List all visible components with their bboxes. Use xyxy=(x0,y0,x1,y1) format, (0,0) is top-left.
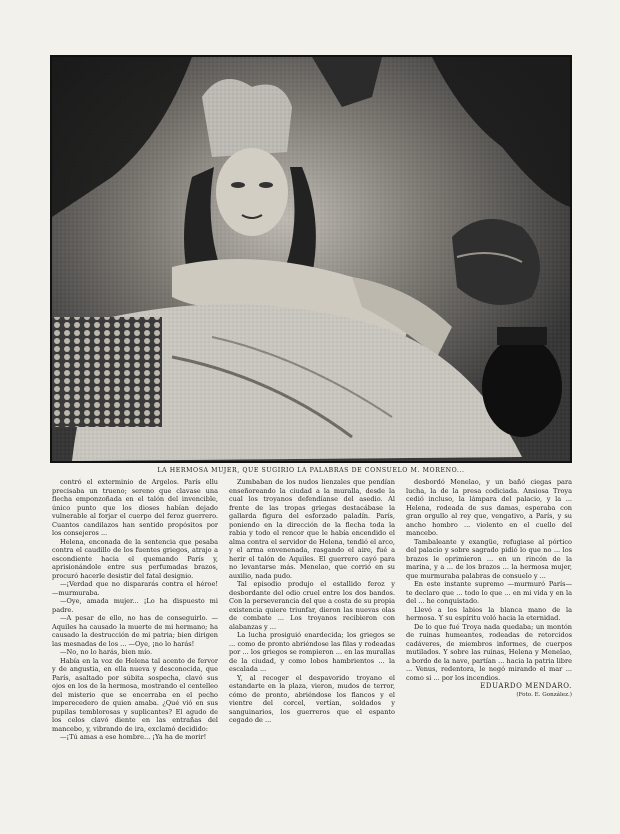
paragraph: —A pesar de ello, no has de conseguirlo. —Aquiles ha causado la muerte de mi hermano; ha causado la destrucción de mi patria; bien dirigen las mesnadas de los ... —Oye, ¡no lo harás! xyxy=(52,614,218,648)
article-column-1 xyxy=(52,478,218,804)
article-column-2 xyxy=(229,478,395,804)
paragraph: Helena, enconada de la sentencia que pesaba contra el caudillo de los fuentes griegos, atrajo a escondiente hacia el quemando París y, aprisionándole entre sus perfumadas brazos, procuró hacerle desistir del fatal designio. xyxy=(52,537,218,580)
figure-face xyxy=(216,148,288,236)
paragraph: —¡Tú amas a ese hombre... ¡Ya ha de morir! xyxy=(60,733,207,741)
paragraph: Llevó a los labios la blanca mano de la hermosa. Y su espíritu voló hacia la eternidad. xyxy=(406,605,572,622)
paragraph: En este instante supremo —murmuró París— te declaro que ... todo lo que ... en mi vida y en la del ... he conquistado. xyxy=(406,580,572,605)
paragraph: contró el exterminio de Argelos. París ellu precisaba un trueno; sereno que clavase una flecha emponzoñada en el talón del invencible, único punto que los dioses habían dejado vulnerable al forjar el cuerpo del feroz guerrero. Cuantos candilazos han sentido propósitos por los consejeros ... xyxy=(52,478,218,537)
article-body xyxy=(52,478,572,804)
author-signature: EDUARDO MENDARO. xyxy=(480,682,572,690)
article-column-3 xyxy=(406,478,572,804)
dark-vessel xyxy=(482,337,562,437)
paragraph: Había en la voz de Helena tal acento de fervor y de angustia, en ella nueva y desconocida, que París, asaltado por súbita sospecha, clavó sus ojos en los de la hermosa, mostrando el centelleo del misterio que se encerraba en el pecho imperecedero de quien amaba. ¿Qué vió en sus pupilas temblorosas y suplicantes? El agudo de los celos clavó diente en las entrañas del mancebo, y, vibrando de ira, exclamó decidido: xyxy=(52,656,218,733)
paragraph: La lucha prosiguió enardecida; los griegos se ... como de pronto abriéndose las filas y rodeadas por ... los griegos se rompieron ... en las murallas de la ciudad, y como lobos hambrientos ... la escalada ... xyxy=(229,631,395,673)
paragraph: —No, no lo harás, bien mío. xyxy=(60,648,153,656)
paragraph: —¡Verdad que no dispararás contra el héroe! —murmuraba. xyxy=(52,580,218,597)
paragraph: De lo que fué Troya nada quedaba; un montón de ruinas humeantes, rodeadas de retorcidos cadáveres, de miembros informes, de cuerpos mutilados. Y sobre las ruinas, Helena y Menelao, a bordo de la nave, partían ... hacia la patria libre ... Venus, redentora, le negó mirando el mar ... como si ... por los incendios. xyxy=(406,622,572,682)
scaled-cushion xyxy=(52,317,162,427)
paragraph: desbordó Menelao, y un bañó ciegas para lucha, la de la presa codiciada. Ansiosa Troya cedió incluso, la lámpara del palacio, y la ... Helena, rodeada de sus damas, esperaba con gran orgullo al rey que, vengativo, a París, y su ancho hombro ... violento en el cuello del mancebo. xyxy=(406,478,572,537)
paragraph: —Oye, amada mujer... ¡Lo ha dispuesto mi padre. xyxy=(52,597,218,614)
paragraph: Tal episodio produjo el estallido feroz y desbordante del odio cruel entre los dos bandos. Con la perseverancia del que a costa de su propia existencia quiere triunfar, dieron las nuevas olas de combate ... Los troyanos recibieron con alabanzas y ... xyxy=(229,580,395,631)
article-photo xyxy=(50,55,572,463)
photo-credit: (Foto. E. González.) xyxy=(516,691,572,698)
paragraph: Zumbaban de los nudos lienzales que pendían enseñoreando la ciudad a la muralla, desde la cual los troyanos defendíanse del asedio. Al frente de las tropas griegas destacábase la gallarda figura del esforzado paladín. París, poniendo en la dirección de la flecha toda la rabia y todo el rencor que le había encendido el alma contra el servidor de Helena, tendió el arco, y el arma envenenada, rasgando el aire, fué a herir el talón de Aquiles. El guerrero cayó para no levantarse más. Menelao, que corrió en su auxilio, nada pudo. xyxy=(229,478,395,580)
photo-illustration xyxy=(52,57,570,461)
paragraph: Y, al recoger el despavorido troyano el estandarte en la plaza, vieron, mudos de terror, cómo de pronto, abriéndose los flancos y el vientre del corcel, vertían, soldados y sanguinarios, los guerreros que el espanto cegado de ... xyxy=(229,673,395,724)
paragraph: Tambaleante y exangüe, refugiase al pórtico del palacio y sobre sagrado pidió lo que no ... los brazos le oprimieron ... en un rincón de la marina, y a ... de los brazos ... la hermosa mujer, que murmuraba palabras de consuelo y ... xyxy=(406,537,572,580)
photo-caption: LA HERMOSA MUJER, QUE SUGIRIÓ LA PALABRAS DE CONSUELO M. MORENO... xyxy=(157,467,465,474)
